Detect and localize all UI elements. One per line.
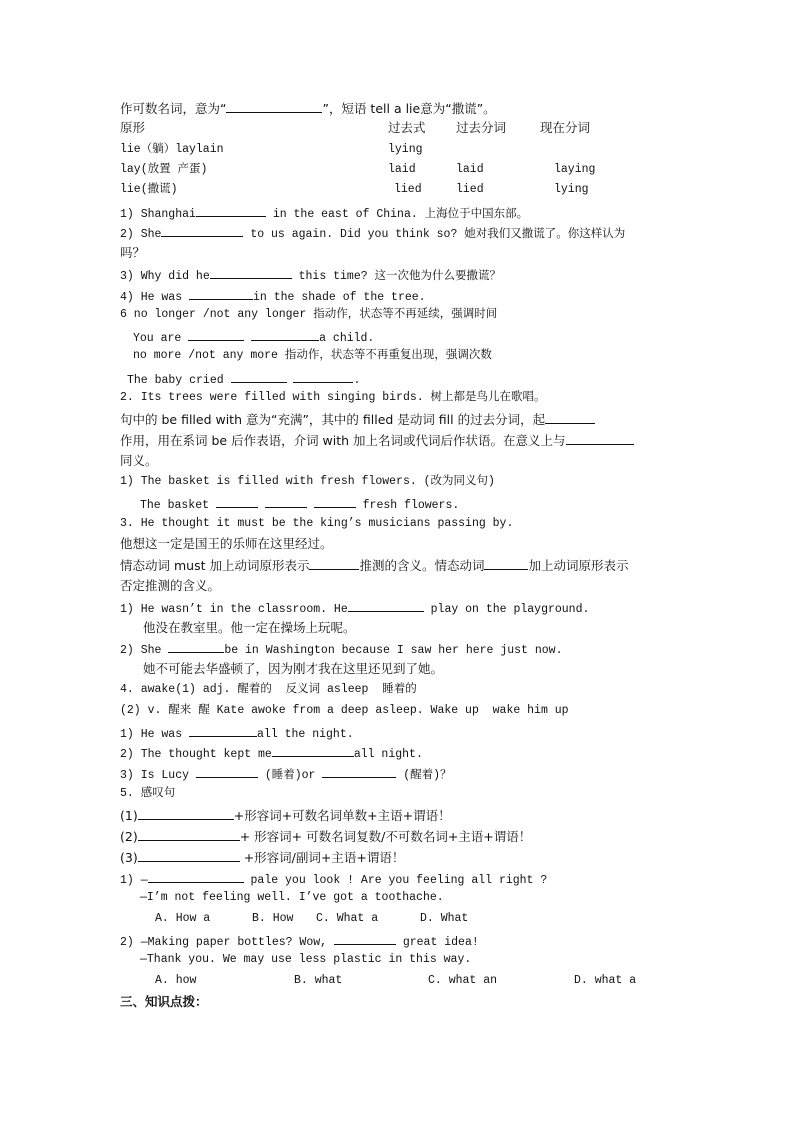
option-c: C. what an (428, 974, 498, 987)
blank-line (251, 328, 319, 341)
table-cell: lie（躺）laylain (120, 143, 224, 156)
section-heading: 5. 感叹句 (120, 787, 176, 800)
exercise-line (120, 599, 589, 615)
table-header-present-participle: 现在分词 (540, 120, 591, 135)
table-cell: lying (554, 183, 589, 196)
paragraph-line: (2) v. 醒来 醒 Kate awoke from a deep asleep. Wake up wake him up (120, 704, 569, 717)
blank-line (189, 287, 253, 300)
pattern-line (120, 849, 404, 865)
text: (1) (120, 808, 138, 823)
blank-line (138, 807, 234, 820)
intro-line (120, 100, 496, 116)
blank-line (545, 411, 595, 424)
text: in the shade of the tree. (253, 291, 426, 304)
blank-line (226, 100, 322, 113)
exercise-line (120, 724, 354, 740)
text: pale you look ! Are you feeling all right ? (243, 874, 548, 887)
blank-line (168, 640, 224, 653)
text: 2) The thought kept me (120, 748, 272, 761)
exercise-line (120, 266, 501, 282)
blank-line (231, 370, 287, 383)
translation-line: 她不可能去华盛顿了，因为刚才我在这里还见到了她。 (143, 661, 444, 676)
table-header-past: 过去式 (388, 120, 426, 135)
text: + 形容词+ 可数名词复数/不可数名词+主语+谓语！ (239, 829, 532, 844)
blank-line (138, 849, 240, 862)
blank-line (189, 724, 257, 737)
blank-line (196, 765, 258, 778)
pattern-line (120, 807, 451, 823)
text: (2) (120, 829, 138, 844)
pattern-line (120, 828, 531, 844)
section-heading: 2. Its trees were filled with singing birds. 树上都是鸟儿在歌唱。 (120, 391, 546, 404)
exercise-line (140, 495, 459, 511)
text: 2) —Making paper bottles? Wow, (120, 936, 334, 949)
exercise-line (120, 765, 452, 781)
blank-line (272, 744, 354, 757)
blank-line (265, 495, 307, 508)
text: 作用，用在系词 be 后作表语，介词 with 加上名词或代词后作状语。在意义上与 (120, 433, 566, 448)
blank-line (348, 599, 424, 612)
table-cell: lie(撒谎) (120, 183, 178, 196)
option-d: D. what a (574, 974, 637, 987)
text: fresh flowers. (355, 499, 460, 512)
paragraph-line (120, 411, 595, 427)
text: +形容词+可数名词单数+主语+谓语！ (233, 808, 451, 823)
text: 1) Shanghai (120, 208, 196, 221)
table-cell: lied (456, 183, 484, 196)
exercise-line (120, 204, 528, 220)
option-a: A. how (155, 974, 197, 987)
option-c: C. What a (316, 912, 379, 925)
paragraph-line (120, 557, 629, 573)
text: The baby cried (127, 374, 231, 387)
text: +形容词/副词+主语+谓语！ (239, 850, 405, 865)
answer-line: —Thank you. We may use less plastic in this way. (140, 953, 472, 966)
paragraph-line: 否定推测的含义。 (120, 578, 221, 593)
text: The basket (140, 499, 216, 512)
question-line (120, 870, 547, 886)
text: 1) He wasn’t in the classroom. He (120, 603, 348, 616)
text: all the night. (257, 728, 354, 741)
exercise-line (120, 640, 562, 656)
text: a child. (319, 332, 375, 345)
paragraph-line: 同义。 (120, 453, 158, 468)
text: (醒着)？ (396, 769, 452, 782)
blank-line (148, 870, 244, 883)
text: great idea! (395, 936, 479, 949)
table-cell: laying (554, 163, 596, 176)
table-cell: lied (394, 183, 422, 196)
section-heading: 4. awake(1) adj. 醒着的 反义词 asleep 睡着的 (120, 683, 417, 696)
text: 2) She (120, 228, 162, 241)
text: (3) (120, 850, 138, 865)
text: be in Washington because I saw her here just now. (224, 644, 563, 657)
blank-line (322, 765, 396, 778)
section-heading: no more /not any more 指动作，状态等不再重复出现，强调次数 (133, 349, 492, 362)
text: 2) She (120, 644, 169, 657)
section-heading: 3. He thought it must be the king’s musicians passing by. (120, 517, 514, 530)
blank-line (484, 557, 528, 570)
table-header-base: 原形 (120, 120, 146, 135)
text: (睡着)or (257, 769, 323, 782)
intro-text-b: ”，短语 tell a lie意为“撒谎”。 (322, 101, 496, 116)
text: . (353, 374, 361, 387)
answer-line: —I’m not feeling well. I’ve got a toothache. (140, 891, 444, 904)
table-cell: lying (388, 143, 423, 156)
paragraph-line (120, 432, 634, 448)
text: all night. (353, 748, 423, 761)
text: 加上动词原形表示 (528, 558, 629, 573)
exercise-line (120, 224, 625, 240)
blank-line (334, 932, 396, 945)
text: 1) — (120, 874, 148, 887)
text: 推测的含义。情态动词 (359, 558, 485, 573)
text: 情态动词 must 加上动词原形表示 (120, 558, 310, 573)
text: 4) He was (120, 291, 190, 304)
blank-line (293, 370, 353, 383)
option-d: D. What (420, 912, 469, 925)
blank-line (188, 328, 244, 341)
text: to us again. Did you think so? 她对我们又撒谎了。你这样认为 (243, 228, 626, 241)
question-line (120, 932, 479, 948)
exercise-line (120, 744, 423, 760)
option-a: A. How a (155, 912, 211, 925)
table-cell: laid (388, 163, 416, 176)
exercise-line: 吗？ (120, 245, 146, 260)
exercise-line (133, 328, 374, 344)
blank-line (309, 557, 359, 570)
text: 句中的 be filled with 意为“充满”，其中的 filled 是动词 fill 的过去分词，起 (120, 412, 546, 427)
blank-line (314, 495, 356, 508)
intro-text-a: 作可数名词，意为“ (120, 101, 227, 116)
table-header-past-participle: 过去分词 (456, 120, 507, 135)
text: 3) Why did he (120, 270, 210, 283)
blank-line (210, 266, 292, 279)
text: play on the playground. (423, 603, 590, 616)
table-cell: lay(放置 产蛋) (120, 163, 208, 176)
blank-line (216, 495, 258, 508)
blank-line (161, 224, 243, 237)
exercise-line: 1) The basket is filled with fresh flowers. (改为同义句) (120, 475, 495, 488)
table-cell: laid (456, 163, 484, 176)
exercise-line (120, 287, 426, 303)
text: 3) Is Lucy (120, 769, 196, 782)
text: 1) He was (120, 728, 190, 741)
exercise-line (127, 370, 360, 386)
option-b: B. what (294, 974, 343, 987)
section-heading: 6 no longer /not any longer 指动作，状态等不再延续，强调时间 (120, 308, 498, 321)
text: in the east of China. 上海位于中国东部。 (265, 208, 529, 221)
blank-line (566, 432, 634, 445)
translation-line: 他想这一定是国王的乐师在这里经过。 (120, 536, 333, 551)
blank-line (196, 204, 266, 217)
blank-line (138, 828, 240, 841)
text: You are (133, 332, 189, 345)
section-title: 三、知识点拨： (120, 994, 208, 1009)
text: this time? 这一次他为什么要撒谎？ (291, 270, 502, 283)
translation-line: 他没在教室里。他一定在操场上玩呢。 (143, 620, 356, 635)
option-b: B. How (252, 912, 294, 925)
